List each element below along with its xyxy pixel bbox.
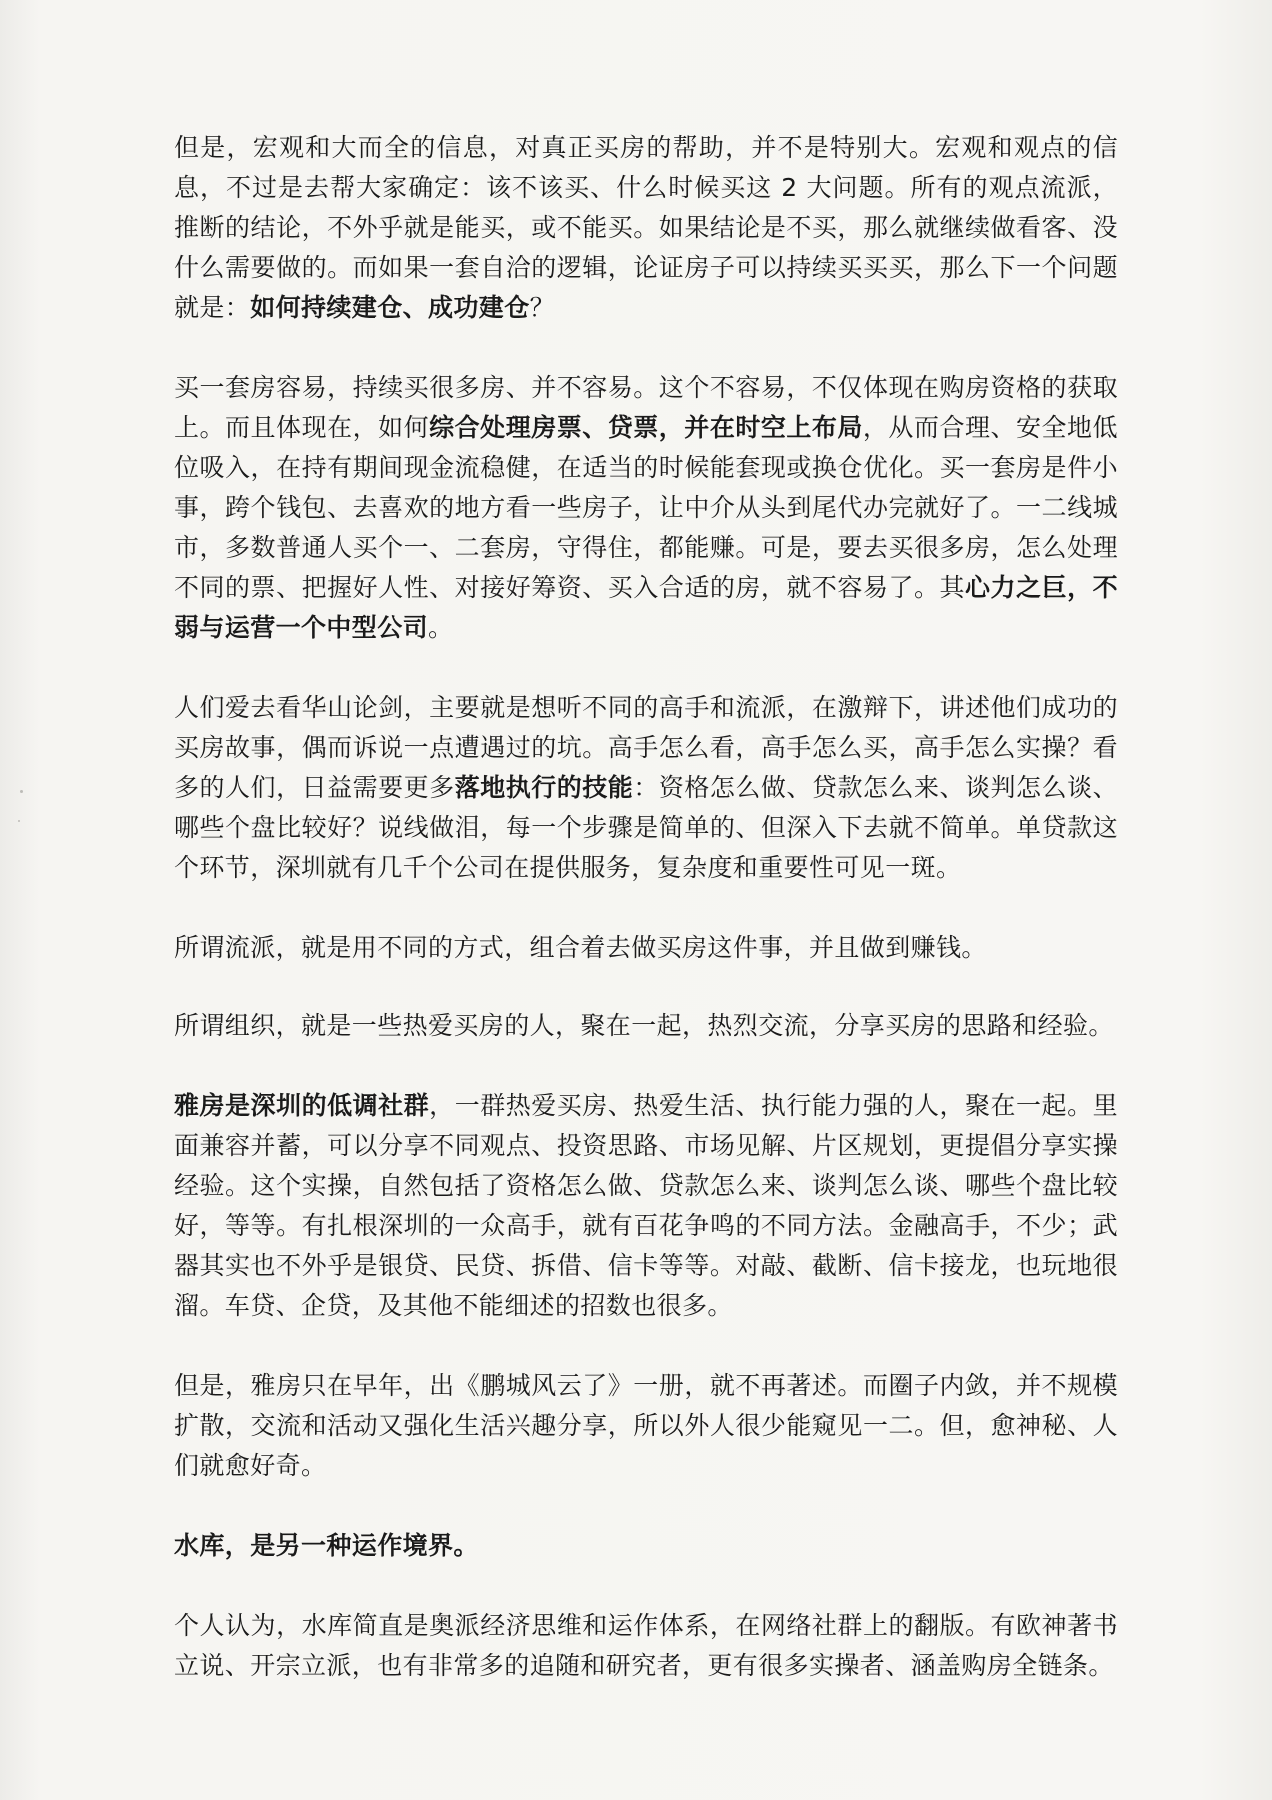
paragraph [174,1006,1118,1046]
paragraph [174,368,1118,648]
bold-text-run: 心力之巨，不弱与运营一个中型公司 [174,573,1118,642]
bold-text-run: 综合处理房票、贷票，并在时空上布局 [429,413,863,442]
scan-speck [18,820,20,822]
section-heading [174,1526,1118,1566]
text-run: 个人认为，水库简直是奥派经济思维和运作体系，在网络社群上的翻版。有欧神著书立说、开宗立派，也有非常多的追随和研究者，更有很多实操者、涵盖购房全链条。 [174,1611,1118,1680]
text-run: 人们爱去看华山论剑，主要就是想听不同的高手和流派，在激辩下，讲述他们成功的买房故事，偶而诉说一点遭遇过的坑。高手怎么看，高手怎么买，高手怎么实操？看多的人们，日益需要更多 [174,693,1118,802]
text-run: ：资格怎么做、贷款怎么来、谈判怎么谈、哪些个盘比较好？说线做泪，每一个步骤是简单的、但深入下去就不简单。单贷款这个环节，深圳就有几千个公司在提供服务，复杂度和重要性可见一斑。 [174,773,1119,882]
text-run: 所谓流派，就是用不同的方式，组合着去做买房这件事，并且做到赚钱。 [174,933,987,962]
paragraph [174,1366,1118,1486]
paragraph [174,128,1118,328]
text-run: 但是，雅房只在早年，出《鹏城风云了》一册，就不再著述。而圈子内敛，并不规模扩散，交流和活动又强化生活兴趣分享，所以外人很少能窥见一二。但，愈神秘、人们就愈好奇。 [174,1371,1118,1480]
paragraph [174,1086,1118,1326]
paragraph [174,928,1118,968]
text-run: ？ [529,293,556,322]
bold-text-run: 落地执行的技能 [454,773,634,802]
text-run: 买一套房容易，持续买很多房、并不容易。这个不容易，不仅体现在购房资格的获取上。而且体现在，如何 [174,373,1118,442]
document-body [174,128,1118,1686]
paragraph [174,688,1118,888]
bold-text-run: 如何持续建仓、成功建仓 [250,293,530,322]
text-run: 所谓组织，就是一些热爱买房的人，聚在一起，热烈交流，分享买房的思路和经验。 [174,1011,1114,1040]
text-run: 但是，宏观和大而全的信息，对真正买房的帮助，并不是特别大。宏观和观点的信息，不过是去帮大家确定：该不该买、什么时候买这 2 大问题。所有的观点流派，推断的结论，不外乎就是能买，或不能买。如果结论是不买，那么就继续做看客、没什么需要做的。而如果一套自洽的逻辑，论证房子可以持续买买买，那么下一个问题就是： [174,133,1118,322]
text-run: ，一群热爱买房、热爱生活、执行能力强的人，聚在一起。里面兼容并蓄，可以分享不同观点、投资思路、市场见解、片区规划，更提倡分享实操经验。这个实操，自然包括了资格怎么做、贷款怎么来、谈判怎么谈、哪些个盘比较好，等等。有扎根深圳的一众高手，就有百花争鸣的不同方法。金融高手，不少；武器其实也不外乎是银贷、民贷、拆借、信卡等等。对敲、截断、信卡接龙，也玩地很溜。车贷、企贷，及其他不能细述的招数也很多。 [174,1091,1118,1320]
bold-text-run: 水库，是另一种运作境界。 [174,1531,479,1560]
bold-text-run: 雅房是深圳的低调社群 [174,1091,430,1120]
paragraph [174,1606,1118,1686]
scan-speck [20,790,23,793]
text-run: ，从而合理、安全地低位吸入，在持有期间现金流稳健，在适当的时候能套现或换仓优化。买一套房是件小事，跨个钱包、去喜欢的地方看一些房子，让中介从头到尾代办完就好了。一二线城市，多数普通人买个一、二套房，守得住，都能赚。可是，要去买很多房，怎么处理不同的票、把握好人性、对接好筹资、买入合适的房，就不容易了。其 [174,413,1118,602]
text-run: 。 [428,613,454,642]
